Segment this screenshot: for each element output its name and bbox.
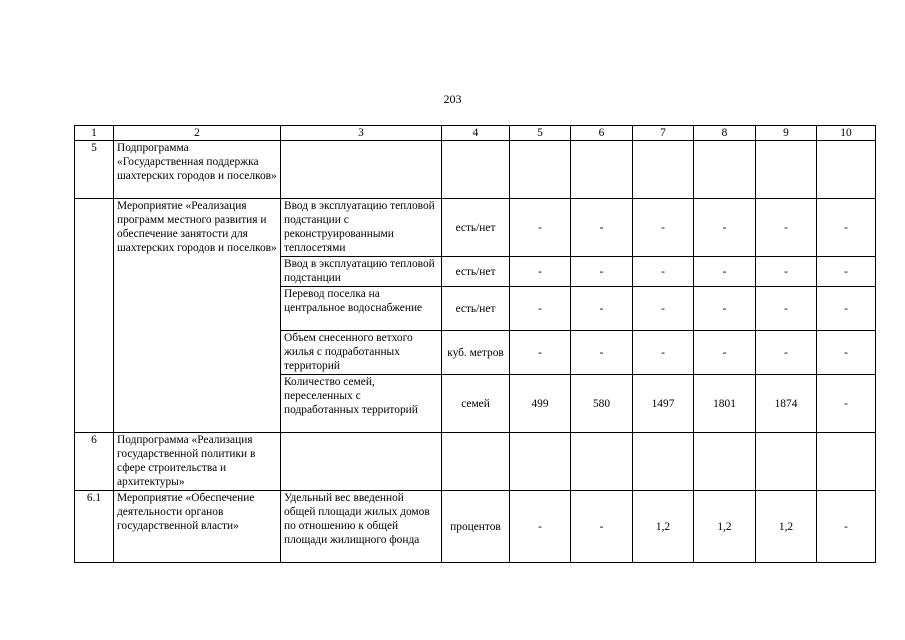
value-cell: - xyxy=(756,331,817,375)
value-cell: - xyxy=(694,199,756,257)
header-row xyxy=(75,126,876,141)
row-number: 5 xyxy=(75,141,114,199)
value-cell: - xyxy=(817,199,876,257)
value-cell: 499 xyxy=(510,375,571,433)
value-cell: - xyxy=(756,287,817,331)
value-cell: - xyxy=(571,491,633,563)
indicator-name: Перевод поселка на центральное водоснабжение xyxy=(281,287,442,331)
value-cell: - xyxy=(633,287,694,331)
value-cell: - xyxy=(571,199,633,257)
value-cell: 1,2 xyxy=(633,491,694,563)
table-row xyxy=(75,491,876,563)
subprogram-title: Подпрограмма «Государственная поддержка шахтерских городов и поселков» xyxy=(114,141,281,199)
value-cell: 1874 xyxy=(756,375,817,433)
value-cell: 580 xyxy=(571,375,633,433)
value-cell: - xyxy=(571,287,633,331)
event-name: Мероприятие «Обеспечение деятельности органов государственной власти» xyxy=(114,491,281,563)
table-row xyxy=(75,433,876,491)
event-name: Мероприятие «Реализация программ местного развития и обеспечение занятости для шахтерских городов и поселков» xyxy=(114,199,281,433)
value-cell: - xyxy=(633,257,694,287)
indicator-name: Ввод в эксплуатацию тепловой подстанции xyxy=(281,257,442,287)
unit-cell: есть/нет xyxy=(442,257,510,287)
header-cell: 5 xyxy=(510,126,571,141)
unit-cell: процентов xyxy=(442,491,510,563)
unit-cell: есть/нет xyxy=(442,199,510,257)
value-cell: - xyxy=(510,287,571,331)
value-cell: - xyxy=(510,257,571,287)
page-number: 203 xyxy=(443,92,462,106)
header-cell: 6 xyxy=(571,126,633,141)
row-number: 6.1 xyxy=(75,491,114,563)
header-cell: 10 xyxy=(817,126,876,141)
value-cell: - xyxy=(510,331,571,375)
value-cell: - xyxy=(817,331,876,375)
unit-cell: есть/нет xyxy=(442,287,510,331)
value-cell: - xyxy=(756,257,817,287)
value-cell: - xyxy=(571,257,633,287)
value-cell: 1801 xyxy=(694,375,756,433)
value-cell: 1,2 xyxy=(756,491,817,563)
indicator-name: Количество семей, переселенных с подработанных территорий xyxy=(281,375,442,433)
value-cell: - xyxy=(756,199,817,257)
unit-cell: семей xyxy=(442,375,510,433)
program-table xyxy=(74,125,876,563)
indicator-name: Удельный вес введенной общей площади жилых домов по отношению к общей площади жилищного фонда xyxy=(281,491,442,563)
header-cell: 4 xyxy=(442,126,510,141)
unit-cell: куб. метров xyxy=(442,331,510,375)
value-cell: - xyxy=(633,199,694,257)
value-cell: - xyxy=(694,287,756,331)
table-row xyxy=(75,199,876,257)
header-cell: 3 xyxy=(281,126,442,141)
header-cell: 7 xyxy=(633,126,694,141)
value-cell: - xyxy=(510,199,571,257)
value-cell: 1,2 xyxy=(694,491,756,563)
value-cell: - xyxy=(571,331,633,375)
value-cell: - xyxy=(817,491,876,563)
header-cell: 2 xyxy=(114,126,281,141)
value-cell: 1497 xyxy=(633,375,694,433)
value-cell: - xyxy=(510,491,571,563)
value-cell: - xyxy=(633,331,694,375)
value-cell: - xyxy=(694,257,756,287)
header-cell: 8 xyxy=(694,126,756,141)
indicator-name: Объем снесенного ветхого жилья с подработанных территорий xyxy=(281,331,442,375)
row-number: 6 xyxy=(75,433,114,491)
value-cell: - xyxy=(817,287,876,331)
indicator-name: Ввод в эксплуатацию тепловой подстанции с реконструированными теплосетями xyxy=(281,199,442,257)
value-cell: - xyxy=(817,257,876,287)
header-cell: 1 xyxy=(75,126,114,141)
header-cell: 9 xyxy=(756,126,817,141)
value-cell: - xyxy=(817,375,876,433)
table-row xyxy=(75,141,876,199)
value-cell: - xyxy=(694,331,756,375)
subprogram-title: Подпрограмма «Реализация государственной политики в сфере строительства и архитектуры» xyxy=(114,433,281,491)
